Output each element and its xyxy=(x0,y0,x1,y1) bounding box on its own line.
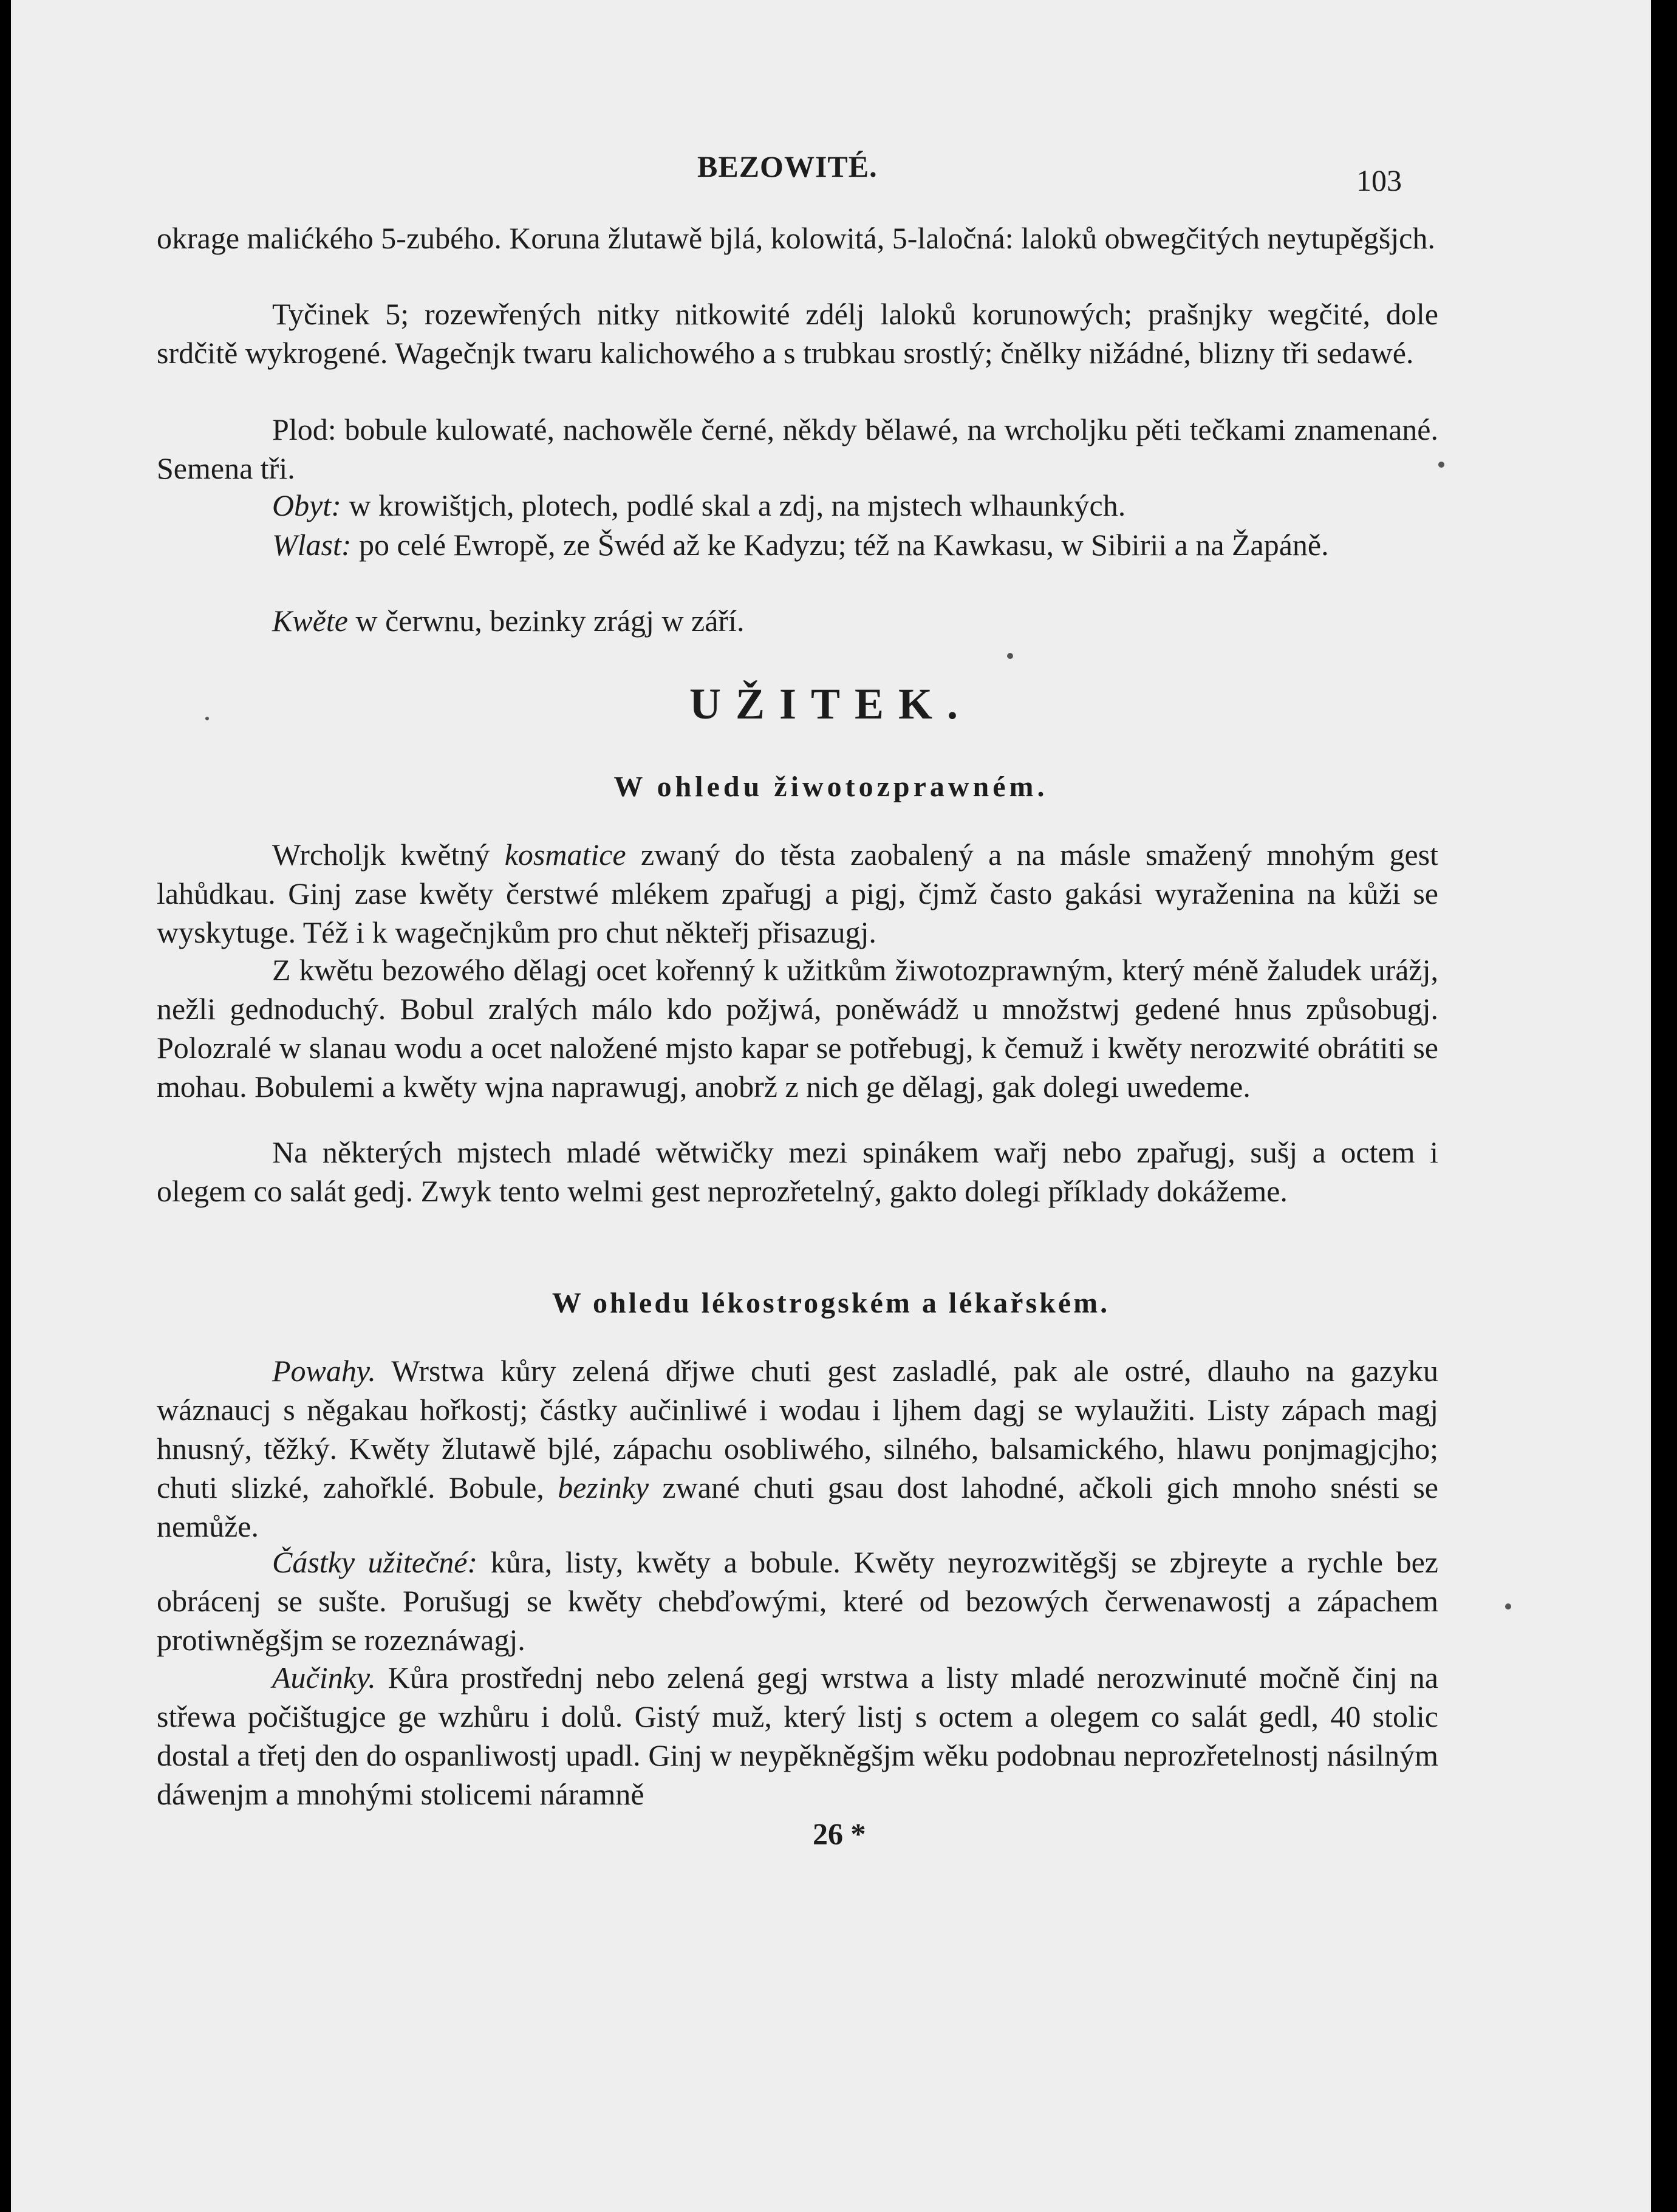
flowering-label: Kwěte xyxy=(272,604,348,638)
economic-p1-emphasis: kosmatice xyxy=(504,838,626,872)
subsection-heading-medical: W ohledu lékostrogském a lékařském. xyxy=(552,1287,1110,1319)
parts-text: kůra, listy, kwěty a bobule. Kwěty neyrozwitěgšj se zbjreyte a rychle bez obrácenj se sušte. Porušugj se kwěty chebďowými, které od bezowých čerwenawostj a zápachem protiwněgšjm se rozeznáwagj. xyxy=(157,1545,1438,1657)
properties-label: Powahy. xyxy=(272,1354,376,1388)
subsection-heading-economic: W ohledu žiwotozprawném. xyxy=(613,771,1048,803)
description-paragraph-fruit xyxy=(157,410,1438,488)
section-heading-uzitek: UŽITEK. xyxy=(689,680,973,728)
economic-paragraph-3: Na některých mjstech mladé wětwičky mezi spinákem wařj nebo zpařugj, sušj a octem i olegem co salát gedj. Zwyk tento welmi gest neprozřetelný, gakto dolegi příklady dokážeme. xyxy=(157,1135,1438,1208)
economic-p1-text-b: zwaný do těsta zaobalený a na másle smažený mnohým gest lahůdkau. Ginj zase kwěty čerstwé mlékem zpařugj a pigj, čjmž často gakási wyraženina na kůži se wyskytuge. Též i k wagečnjkům pro chut někteřj přisazugj. xyxy=(157,838,1439,949)
effects-text: Kůra prostřednj nebo zelená gegj wrstwa a listy mladé nerozwinuté močně činj na střewa počištugjce ge wzhůru i dolů. Gistý muž, který listj s octem a olegem co salát gedl, 40 stolic dostal a třetj den do ospanliwostj upadl. Ginj w neypěkněgšjm wěku podobnau neprozřetelnostj násilným dáwenjm a mnohými stolicemi náramně xyxy=(157,1661,1438,1811)
range-text: po celé Ewropě, ze Šwéd až ke Kadyzu; též na Kawkasu, w Sibirii a na Žapáně. xyxy=(351,528,1329,562)
habitat-label: Obyt: xyxy=(272,488,341,522)
running-title: BEZOWITÉ. xyxy=(697,149,878,183)
properties-emphasis: bezinky xyxy=(558,1470,649,1504)
flowering-text: w čerwnu, bezinky zrágj w září. xyxy=(347,604,745,638)
printer-signature: 26 * xyxy=(813,1817,866,1851)
habitat-text: w krowištjch, plotech, podlé skal a zdj, na mjstech wlhaunkých. xyxy=(341,488,1126,522)
description-paragraph-flowering xyxy=(157,601,1438,640)
paper-speck xyxy=(1438,462,1444,468)
description-paragraph-habitat xyxy=(157,486,1438,525)
effects-label: Aučinky. xyxy=(272,1661,376,1695)
description-paragraph-range xyxy=(157,525,1438,564)
parts-label: Částky užitečné: xyxy=(272,1545,478,1579)
range-label: Wlast: xyxy=(272,528,352,562)
paper-speck xyxy=(1007,653,1013,659)
page-number: 103 xyxy=(1356,163,1402,197)
medical-paragraph-parts xyxy=(157,1543,1438,1659)
economic-paragraph-1 xyxy=(157,835,1438,952)
economic-paragraph-2: Z kwětu bezowého dělagj ocet kořenný k užitkům žiwotozprawným, který méně žaludek urážj, nežli gednoduchý. Bobul zralých málo kdo požjwá, poněwádž u množstwj gedené hnus způsobugj. Polozralé w slanau wodu a ocet naložené mjsto kapar se potřebugj, k čemuž i kwěty nerozwité obrátiti se mohau. Bobulemi a kwěty wjna naprawugj, anobrž z nich ge dělagj, gak dolegi uwedeme. xyxy=(157,953,1438,1104)
paper-speck xyxy=(205,717,209,720)
properties-text-b: zwané chuti gsau dost lahodné, ačkoli gich mnoho snésti se nemůže. xyxy=(157,1470,1439,1543)
paper-speck xyxy=(1505,1603,1511,1610)
economic-p1-text-a: Wrcholjk kwětný xyxy=(272,838,505,872)
description-paragraph-calyx: okrage malićkého 5-zubého. Koruna žlutawě bjlá, kolowitá, 5-laločná: laloků obwegčitých neytupěgšjch. xyxy=(157,221,1435,255)
fruit-text: Plod: bobule kulowaté, nachowěle černé, někdy bělawé, na wrcholjku pěti tečkami znamenané. Semena tři. xyxy=(157,412,1438,485)
description-paragraph-stamens: Tyčinek 5; rozewřených nitky nitkowité zdélj laloků korunowých; prašnjky wegčité, dole srdčitě wykrogené. Wagečnjk twaru kalichowého a s trubkau srostlý; čnělky nižádné, blizny tři sedawé. xyxy=(157,297,1438,370)
medical-paragraph-effects xyxy=(157,1658,1438,1814)
book-page xyxy=(11,0,1651,2212)
properties-text-a: Wrstwa kůry zelená dřjwe chuti gest zasladlé, pak ale ostré, dlauho na gazyku wáznaucj s něgakau hořkostj; částky aučinliwé i wodau i ljhem dagj se wylaužiti. Listy zápach magj hnusný, těžký. Kwěty žlutawě bjlé, zápachu osobliwého, silného, balsamického, hlawu ponjmagjcjho; chuti slizké, zahořklé. Bobule, xyxy=(157,1354,1438,1504)
medical-paragraph-properties xyxy=(157,1351,1438,1546)
